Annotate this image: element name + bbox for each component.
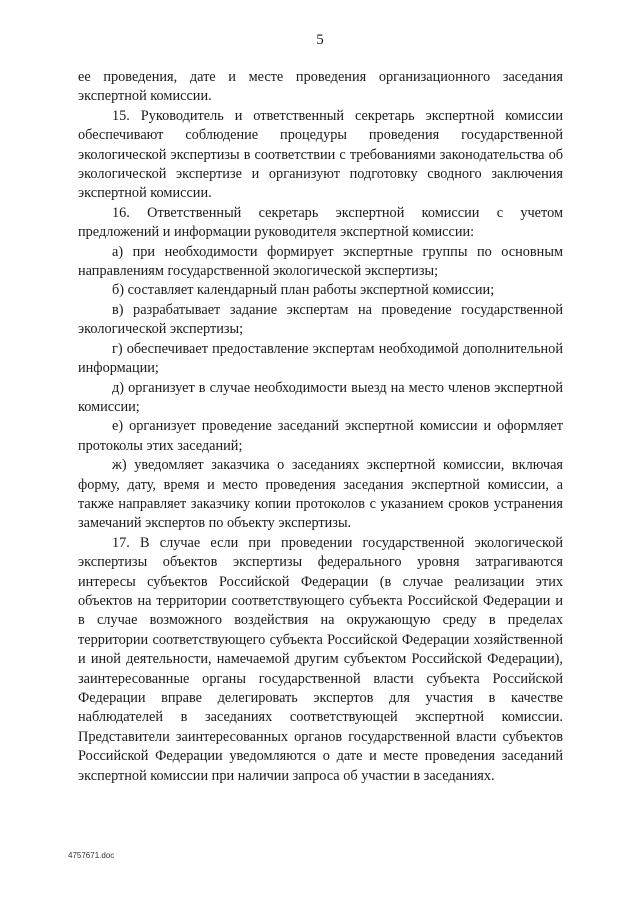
list-item-a: а) при необходимости формирует экспертные группы по основным направлениям государственной экологической экспертизы; [78,243,563,280]
list-item-d: д) организует в случае необходимости выезд на место членов экспертной комиссии; [78,379,563,415]
list-item-v: в) разрабатывает задание экспертам на проведение государственной экологической экспертизы; [78,301,563,338]
list-item-g: г) обеспечивает предоставление экспертам необходимой дополнительной информации; [78,340,563,377]
paragraph-continuation: ее проведения, дате и месте проведения организационного заседания экспертной комиссии. [78,69,563,105]
paragraph-16: 16. Ответственный секретарь экспертной комиссии с учетом предложений и информации руководителя экспертной комиссии: [78,204,563,241]
list-item-b: б) составляет календарный план работы экспертной комиссии; [112,282,495,299]
paragraph-17: 17. В случае если при проведении государственной экологической экспертизы объектов экспертизы федерального уровня затрагиваются интересы субъектов Российской Федерации (в случае реализации этих объектов на территории соответствующего субъекта Российской Федерации и в случае возможного воздействия на окружающую среду в пределах территории соответствующего субъекта Российской Федерации хозяйственной и иной деятельности, намечаемой другим субъектом Российской Федерации), заинтересованные органы государственной власти субъекта Российской Федерации вправе делегировать экспертов для участия в качестве наблюдателей в заседаниях соответствующей экспертной комиссии. Представители заинтересованных органов государственной власти субъектов Российской Федерации уведомляются о дате и месте проведения заседаний экспертной комиссии при наличии запроса об участии в заседаниях. [78,534,563,784]
list-item-zh: ж) уведомляет заказчика о заседаниях экспертной комиссии, включая форму, дату, время и место проведения заседания экспертной комиссии, а также направляет заказчику копии протоколов с указанием сроков устранения замечаний экспертов по объекту экспертизы. [78,457,563,532]
page-number: 5 [316,32,324,48]
list-item-e: е) организует проведение заседаний экспертной комиссии и оформляет протоколы этих заседаний; [78,418,563,454]
paragraph-15: 15. Руководитель и ответственный секретарь экспертной комиссии обеспечивают соблюдение процедуры проведения государственной экологической экспертизы в соответствии с требованиями законодательства об экологической экспертизе и организуют подготовку сводного заключения экспертной комиссии. [78,107,563,202]
footer-file-code: 4757671.doc [68,851,115,860]
document-body [78,68,563,786]
